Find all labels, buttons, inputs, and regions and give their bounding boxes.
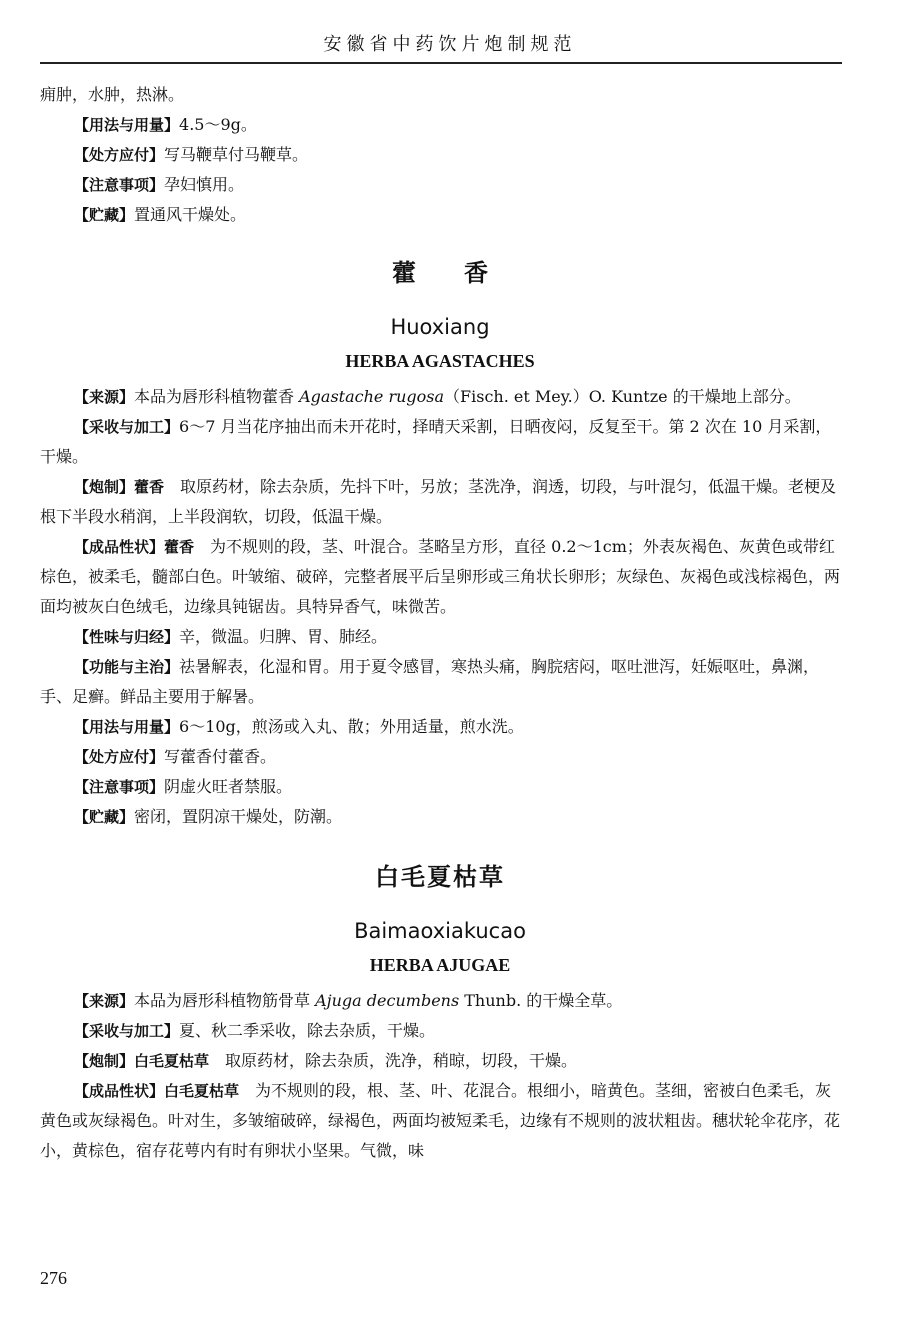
continued-text: 痈肿，水肿，热淋。 <box>40 85 185 104</box>
processing-label: 【炮制】 <box>74 1052 135 1070</box>
source-text: （Fisch. et Mey.）O. Kuntze 的干燥地上部分。 <box>444 387 801 406</box>
character-name: 藿香 <box>164 538 195 556</box>
processing-text: 取原药材，除去杂质，先抖下叶，另放；茎洗净，润透，切段，与叶混匀，低温干燥。老梗及根下半段水稍润，上半段润软，切段，低温干燥。 <box>40 477 837 526</box>
entry-pinyin: Huoxiang <box>390 315 490 339</box>
processing-name: 白毛夏枯草 <box>134 1052 210 1070</box>
entry-title: 白毛夏枯草 <box>375 863 505 891</box>
nature-label: 【性味与归经】 <box>74 628 180 646</box>
usage-text: 6～10g，煎汤或入丸、散；外用适量，煎水洗。 <box>179 717 524 736</box>
page-header <box>0 0 901 62</box>
usage-text: 4.5～9g。 <box>179 115 257 134</box>
running-title: 安徽省中药饮片炮制规范 <box>323 34 577 55</box>
caution-paragraph <box>40 772 840 802</box>
page-body <box>40 80 840 1166</box>
entry-title: 藿香 <box>392 259 536 287</box>
character-text: 为不规则的段，根、茎、叶、花混合。根细小，暗黄色。茎细，密被白色柔毛，灰黄色或灰绿褐色。叶对生，多皱缩破碎，绿褐色，两面均被短柔毛，边缘有不规则的波状粗齿。穗状轮伞花序，花小，黄棕色，宿存花萼内有时有卵状小坚果。气微，味 <box>40 1081 841 1160</box>
character-text: 为不规则的段，茎、叶混合。茎略呈方形，直径 0.2～1cm；外表灰褐色、灰黄色或带红棕色，被柔毛，髓部白色。叶皱缩、破碎，完整者展平后呈卵形或三角状长卵形；灰绿色、灰褐色或浅棕褐色，两面均被灰白色绒毛，边缘具钝锯齿。具特异香气，味微苦。 <box>40 537 841 616</box>
function-paragraph <box>40 652 840 712</box>
caution-label: 【注意事项】 <box>74 176 165 194</box>
caution-text: 阴虚火旺者禁服。 <box>164 777 293 796</box>
prescription-text: 写藿香付藿香。 <box>164 747 277 766</box>
caution-label: 【注意事项】 <box>74 778 165 796</box>
usage-label: 【用法与用量】 <box>74 116 180 134</box>
nature-text: 辛，微温。归脾、胃、肺经。 <box>179 627 388 646</box>
entry-latin-name: HERBA AGASTACHES <box>345 351 535 371</box>
harvest-label: 【采收与加工】 <box>74 418 180 436</box>
processing-paragraph <box>40 1046 840 1076</box>
character-label: 【成品性状】 <box>74 1082 165 1100</box>
source-label: 【来源】 <box>74 992 135 1010</box>
prescription-label: 【处方应付】 <box>74 748 165 766</box>
function-text: 祛暑解表，化湿和胃。用于夏令感冒，寒热头痛，胸脘痞闷，呕吐泄泻，妊娠呕吐，鼻渊，手、足癣。鲜品主要用于解暑。 <box>40 657 820 706</box>
species-name: Agastache rugosa <box>299 387 445 406</box>
processing-label: 【炮制】 <box>74 478 135 496</box>
header-divider <box>40 62 842 64</box>
storage-paragraph <box>40 802 840 832</box>
character-label: 【成品性状】 <box>74 538 165 556</box>
nature-paragraph <box>40 622 840 652</box>
species-name: Ajuga decumbens <box>315 991 460 1010</box>
harvest-label: 【采收与加工】 <box>74 1022 180 1040</box>
harvest-paragraph <box>40 1016 840 1046</box>
harvest-text: 夏、秋二季采收，除去杂质，干燥。 <box>179 1021 436 1040</box>
entry-pinyin: Baimaoxiakucao <box>354 919 526 943</box>
source-text: 本品为唇形科植物藿香 <box>134 387 300 406</box>
function-label: 【功能与主治】 <box>74 658 180 676</box>
usage-paragraph <box>40 110 840 140</box>
character-paragraph <box>40 532 840 622</box>
storage-label: 【贮藏】 <box>74 808 135 826</box>
storage-label: 【贮藏】 <box>74 206 135 224</box>
prescription-paragraph <box>40 742 840 772</box>
storage-paragraph <box>40 200 840 230</box>
processing-text: 取原药材，除去杂质，洗净，稍晾，切段，干燥。 <box>225 1051 578 1070</box>
harvest-text: 6～7 月当花序抽出而未开花时，择晴天采割，日晒夜闷，反复至干。第 2 次在 10 月采割，干燥。 <box>40 417 832 466</box>
entry-latin-name: HERBA AJUGAE <box>369 955 511 975</box>
caution-text: 孕妇慎用。 <box>164 175 245 194</box>
source-label: 【来源】 <box>74 388 135 406</box>
character-name: 白毛夏枯草 <box>164 1082 240 1100</box>
source-text: Thunb. 的干燥全草。 <box>459 991 623 1010</box>
prescription-text: 写马鞭草付马鞭草。 <box>164 145 309 164</box>
source-paragraph <box>40 986 840 1016</box>
processing-paragraph <box>40 472 840 532</box>
usage-label: 【用法与用量】 <box>74 718 180 736</box>
caution-paragraph <box>40 170 840 200</box>
storage-text: 密闭，置阴凉干燥处，防潮。 <box>134 807 343 826</box>
source-paragraph <box>40 382 840 412</box>
prescription-paragraph <box>40 140 840 170</box>
processing-name: 藿香 <box>134 478 165 496</box>
harvest-paragraph <box>40 412 840 472</box>
prescription-label: 【处方应付】 <box>74 146 165 164</box>
source-text: 本品为唇形科植物筋骨草 <box>134 991 316 1010</box>
page-number: 276 <box>40 1268 67 1288</box>
character-paragraph <box>40 1076 840 1166</box>
storage-text: 置通风干燥处。 <box>134 205 247 224</box>
usage-paragraph <box>40 712 840 742</box>
